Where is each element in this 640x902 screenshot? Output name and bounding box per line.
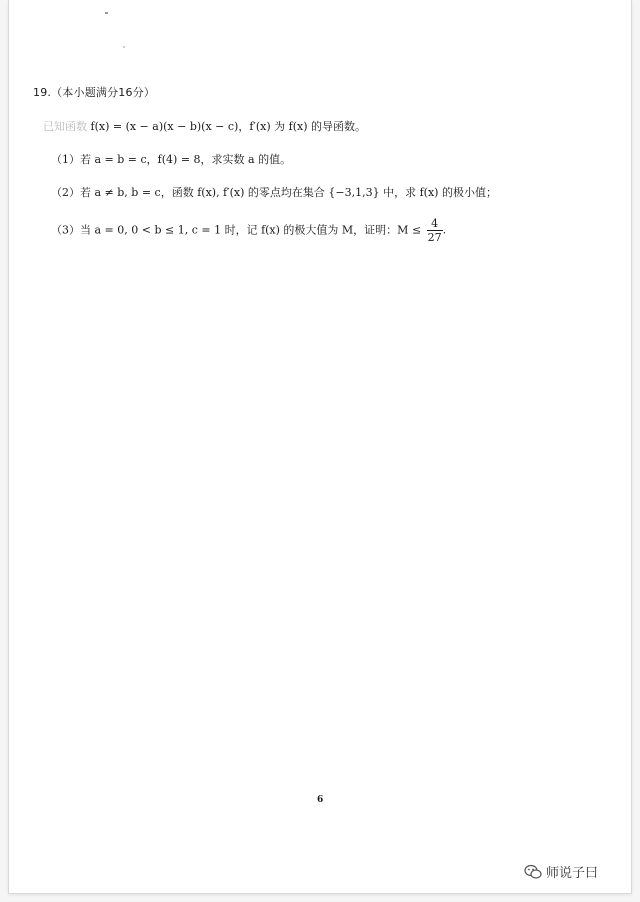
part-3-text: （3）当 a = 0, 0 < b ≤ 1, c = 1 时，记 f(x) 的极大值为 M，证明：M ≤ (51, 223, 425, 237)
part-3-suffix: . (442, 223, 447, 237)
fraction-numerator: 4 (431, 217, 439, 230)
fraction (427, 218, 443, 243)
part-3 (51, 218, 446, 243)
stem-faint-text: 已知函数 (43, 120, 87, 133)
fraction-denominator: 27 (427, 231, 442, 244)
part-2: （2）若 a ≠ b, b = c，函数 f(x), f′(x) 的零点均在集合 {−3,1,3} 中，求 f(x) 的极小值； (51, 186, 497, 199)
wechat-icon (524, 864, 542, 880)
scan-artifact (105, 12, 108, 14)
question-header: 19.（本小题满分16分） (33, 86, 156, 99)
page-number: 6 (317, 795, 324, 805)
watermark-text: 师说子曰 (546, 866, 599, 881)
document-page (8, 0, 632, 894)
watermark (524, 862, 598, 881)
scan-artifact (123, 46, 125, 48)
part-1: （1）若 a = b = c，f(4) = 8，求实数 a 的值。 (51, 153, 292, 166)
stem-text: f(x) = (x − a)(x − b)(x − c)，f′(x) 为 f(x) 的导函数。 (87, 120, 367, 133)
question-stem (43, 118, 366, 134)
